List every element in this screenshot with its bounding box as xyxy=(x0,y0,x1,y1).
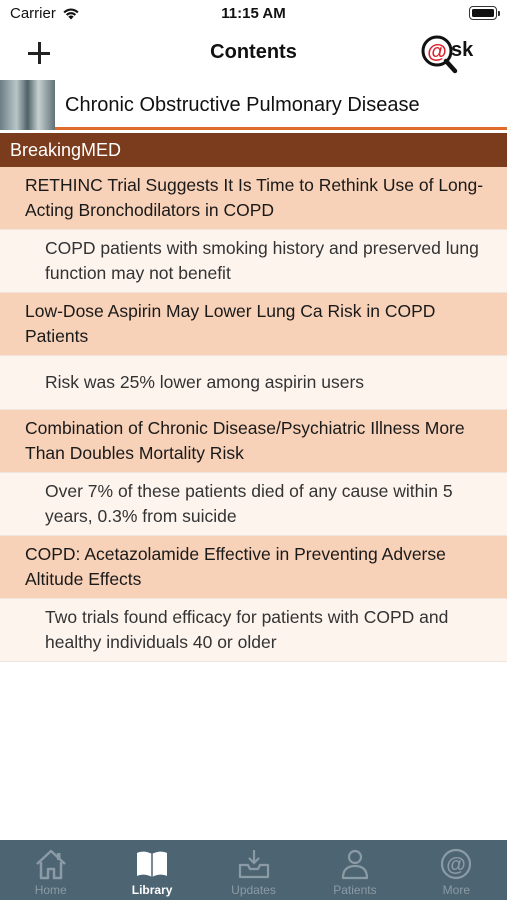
tab-patients[interactable] xyxy=(304,840,405,900)
article-headline[interactable]: RETHINC Trial Suggests It Is Time to Rethink Use of Long-Acting Bronchodilators in COPD xyxy=(0,167,507,230)
topic-title: Chronic Obstructive Pulmonary Disease xyxy=(65,94,420,116)
status-bar xyxy=(0,0,507,28)
page-title: Contents xyxy=(210,41,297,63)
article-summary[interactable]: Risk was 25% lower among aspirin users xyxy=(0,356,507,410)
home-icon xyxy=(33,847,69,881)
navigation-bar xyxy=(0,28,507,78)
tab-library[interactable] xyxy=(101,840,202,900)
ask-logo-button[interactable] xyxy=(415,30,485,74)
category-header xyxy=(0,133,507,167)
svg-text:@: @ xyxy=(446,854,467,876)
add-button[interactable] xyxy=(22,36,56,70)
tab-home-label: Home xyxy=(34,883,67,897)
svg-text:sk: sk xyxy=(451,39,474,61)
tab-bar xyxy=(0,840,507,900)
category-label: BreakingMED xyxy=(10,140,122,160)
at-sign-icon xyxy=(438,847,474,881)
tab-home[interactable] xyxy=(0,840,101,900)
tab-more[interactable] xyxy=(406,840,507,900)
article-headline[interactable]: Combination of Chronic Disease/Psychiatric Illness More Than Doubles Mortality Risk xyxy=(0,410,507,473)
inbox-download-icon xyxy=(236,847,272,881)
tab-more-label: More xyxy=(442,883,470,897)
status-time: 11:15 AM xyxy=(221,5,286,22)
carrier-label: Carrier xyxy=(10,5,56,22)
tab-updates-label: Updates xyxy=(231,883,276,897)
person-icon xyxy=(337,847,373,881)
topic-thumbnail-image xyxy=(0,80,55,130)
book-icon xyxy=(134,847,170,881)
article-summary[interactable]: Two trials found efficacy for patients with COPD and healthy individuals 40 or older xyxy=(0,599,507,662)
article-summary[interactable]: Over 7% of these patients died of any cause within 5 years, 0.3% from suicide xyxy=(0,473,507,536)
article-list xyxy=(0,167,507,662)
article-headline[interactable]: COPD: Acetazolamide Effective in Preventing Adverse Altitude Effects xyxy=(0,536,507,599)
article-summary[interactable]: COPD patients with smoking history and preserved lung function may not benefit xyxy=(0,230,507,293)
tab-updates[interactable] xyxy=(203,840,304,900)
battery-icon xyxy=(469,6,497,20)
article-headline[interactable]: Low-Dose Aspirin May Lower Lung Ca Risk in COPD Patients xyxy=(0,293,507,356)
tab-patients-label: Patients xyxy=(333,883,377,897)
svg-text:@: @ xyxy=(427,41,447,63)
topic-header xyxy=(0,80,507,130)
tab-library-label: Library xyxy=(131,883,173,897)
